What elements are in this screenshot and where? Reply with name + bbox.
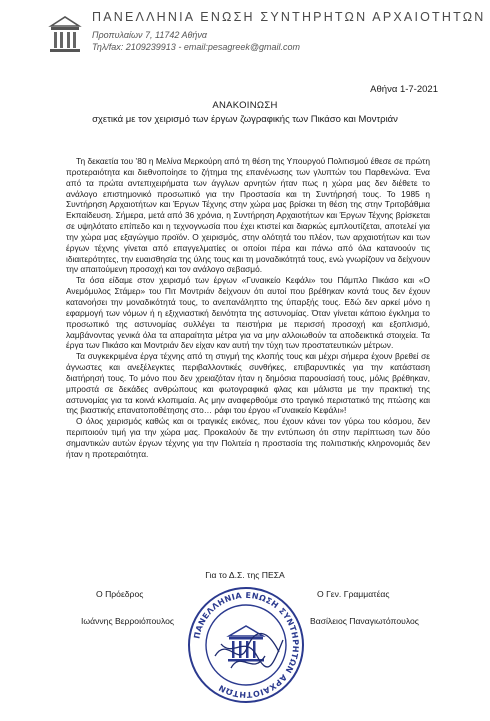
secretary-name: Βασίλειος Παναγιωτόπουλος <box>310 616 419 626</box>
letterhead <box>48 10 486 62</box>
document-subtitle: σχετικά με τον χειρισμό των έργων ζωγραφικής των Πικάσο και Μοντριάν <box>92 114 398 125</box>
svg-text:ΠΑΝΕΛΛΗΝΙΑ ΕΝΩΣΗ ΣΥΝΤΗΡΗΤΩΝ ΑΡ: ΠΑΝΕΛΛΗΝΙΑ ΕΝΩΣΗ ΣΥΝΤΗΡΗΤΩΝ ΑΡΧΑΙΟΤΗΤΩΝ <box>192 590 301 700</box>
organization-name: ΠΑΝΕΛΛΗΝΙΑ ΕΝΩΣΗ ΣΥΝΤΗΡΗΤΩΝ ΑΡΧΑΙΟΤΗΤΩΝ <box>92 10 486 24</box>
announcement-body <box>66 156 430 460</box>
document-title: ΑΝΑΚΟΙΝΩΣΗ <box>212 100 278 111</box>
document-date: Αθήνα 1-7-2021 <box>370 84 438 95</box>
organization-address: Προπυλαίων 7, 11742 Αθήνα <box>92 30 208 40</box>
temple-logo-icon <box>48 14 82 54</box>
body-paragraph: Τα όσα είδαμε στον χειρισμό των έργων «Γυναικείο Κεφάλι» του Πάμπλο Πικάσο και «Ο Ανεμόμυλος Στάμερ» του Πιτ Μοντριάν δείχνουν ότι αυτοί που βρέθηκαν κοντά τους δεν έχουν κατανοήσει την μοναδικότητά τους, το ανεπανάληπτο της ύπαρξής τους. Εδώ δεν αρκεί μόνο η εφαρμογή των νόμων ή η εξιχνιαστική δεινότητα της αστυνομίας. Όταν γίνεται κάποιο έγκλημα το προσωπικό της αστυνομίας συλλέγει τα πειστήρια με περισσή προσοχή και εξοπλισμό, λαμβάνοντας γενικά όλα τα απαραίτητα μέτρα για να μην αλλοιωθούν τα αποδεικτικά στοιχεία. Τα έργα των Πικάσο και Μοντριάν δεν είχαν καν αυτή την τύχη των προστατευτικών μέτρων. <box>66 275 430 351</box>
association-stamp <box>187 586 305 704</box>
secretary-role: Ο Γεν. Γραμματέας <box>317 589 390 599</box>
president-name: Ιωάννης Βερροιόπουλος <box>81 616 175 626</box>
stamp-temple-icon <box>228 626 264 662</box>
signature-heading: Για το Δ.Σ. της ΠΕΣΑ <box>205 570 285 580</box>
organization-contact: Τηλ/fax: 2109239913 - email:pesagreek@gmail.com <box>92 42 300 52</box>
body-paragraph: Τη δεκαετία του ’80 η Μελίνα Μερκούρη από τη θέση της Υπουργού Πολιτισμού έθεσε σε πρώτη προτεραιότητα και διεθνοποίησε το ζήτημα της επανένωσης των γλυπτών του Παρθενώνα. Ένα από τα πρώτα αντεπιχειρήματα των άγγλων αρνητών ήταν πως η χώρα μας δεν διέθετε το ανάλογο επιστημονικό προσωπικό για την Προστασία και τη Συντήρησή τους. Το 1985 η Συντήρηση Αρχαιοτήτων και Έργων Τέχνης στην χώρα μας βρίσκει τη θέση της στην Τριτοβάθμια Εκπαίδευση. Σήμερα, μετά από 36 χρόνια, η Συντήρηση Αρχαιοτήτων και Έργων Τέχνης βρίσκεται σε υψηλότατο επίπεδο και η τεχνογνωσία που έχει κτιστεί και διαρκώς εμπλουτίζεται, αποτελεί για την χώρα μας εξαγώγιμο προϊόν. Ο χειρισμός, στην ολότητά του πλέον, των αρχαιοτήτων και των έργων τέχνης γίνεται από επαγγελματίες οι οποίοι πέρα και πάνω από όλα κατανοούν τις ιδιαιτερότητες, την ευαισθησία της ύλης τους και τη μοναδικότητά τους, ενώ γνωρίζουν να δείχνουν την απαιτούμενη προσοχή και τον ανάλογο σεβασμό. <box>66 156 430 275</box>
president-role: Ο Πρόεδρος <box>96 589 144 599</box>
body-paragraph: Τα συγκεκριμένα έργα τέχνης από τη στιγμή της κλοπής τους και μέχρι σήμερα έχουν βρεθεί σε άγνωστες και ανεξέλεγκτες περιβαλλοντικές συνθήκες, επιβαρυντικές για την κατάσταση διατήρησή τους. Το μόνο που δεν χρειαζόταν ήταν η δημόσια παρουσίασή τους, μόλις βρέθηκαν, μπροστά σε δεκάδες ανθρώπους και φωτογραφικά φλας και μάλιστα με την πρακτική της αστυνομίας για τα κοινά κλοπιμαία. Ας μην αναφερθούμε στο τραγικό περιστατικό της πτώσης και της βιαστικής επανατοποθέτησης στο… ράφι του έργου «Γυναικείο Κεφάλι»! <box>66 351 430 416</box>
body-paragraph: Ο όλος χειρισμός καθώς και οι τραγικές εικόνες, που έχουν κάνει τον γύρω του κόσμου, δεν περιποιούν τιμή για την χώρα μας. Προκαλούν δε την εντύπωση ότι στην περίπτωση των δύο σημαντικών αυτών έργων τέχνης για την Πολιτεία η προστασία της πολιτιστικής κληρονομιάς δεν ήταν η προτεραιότητα. <box>66 416 430 459</box>
